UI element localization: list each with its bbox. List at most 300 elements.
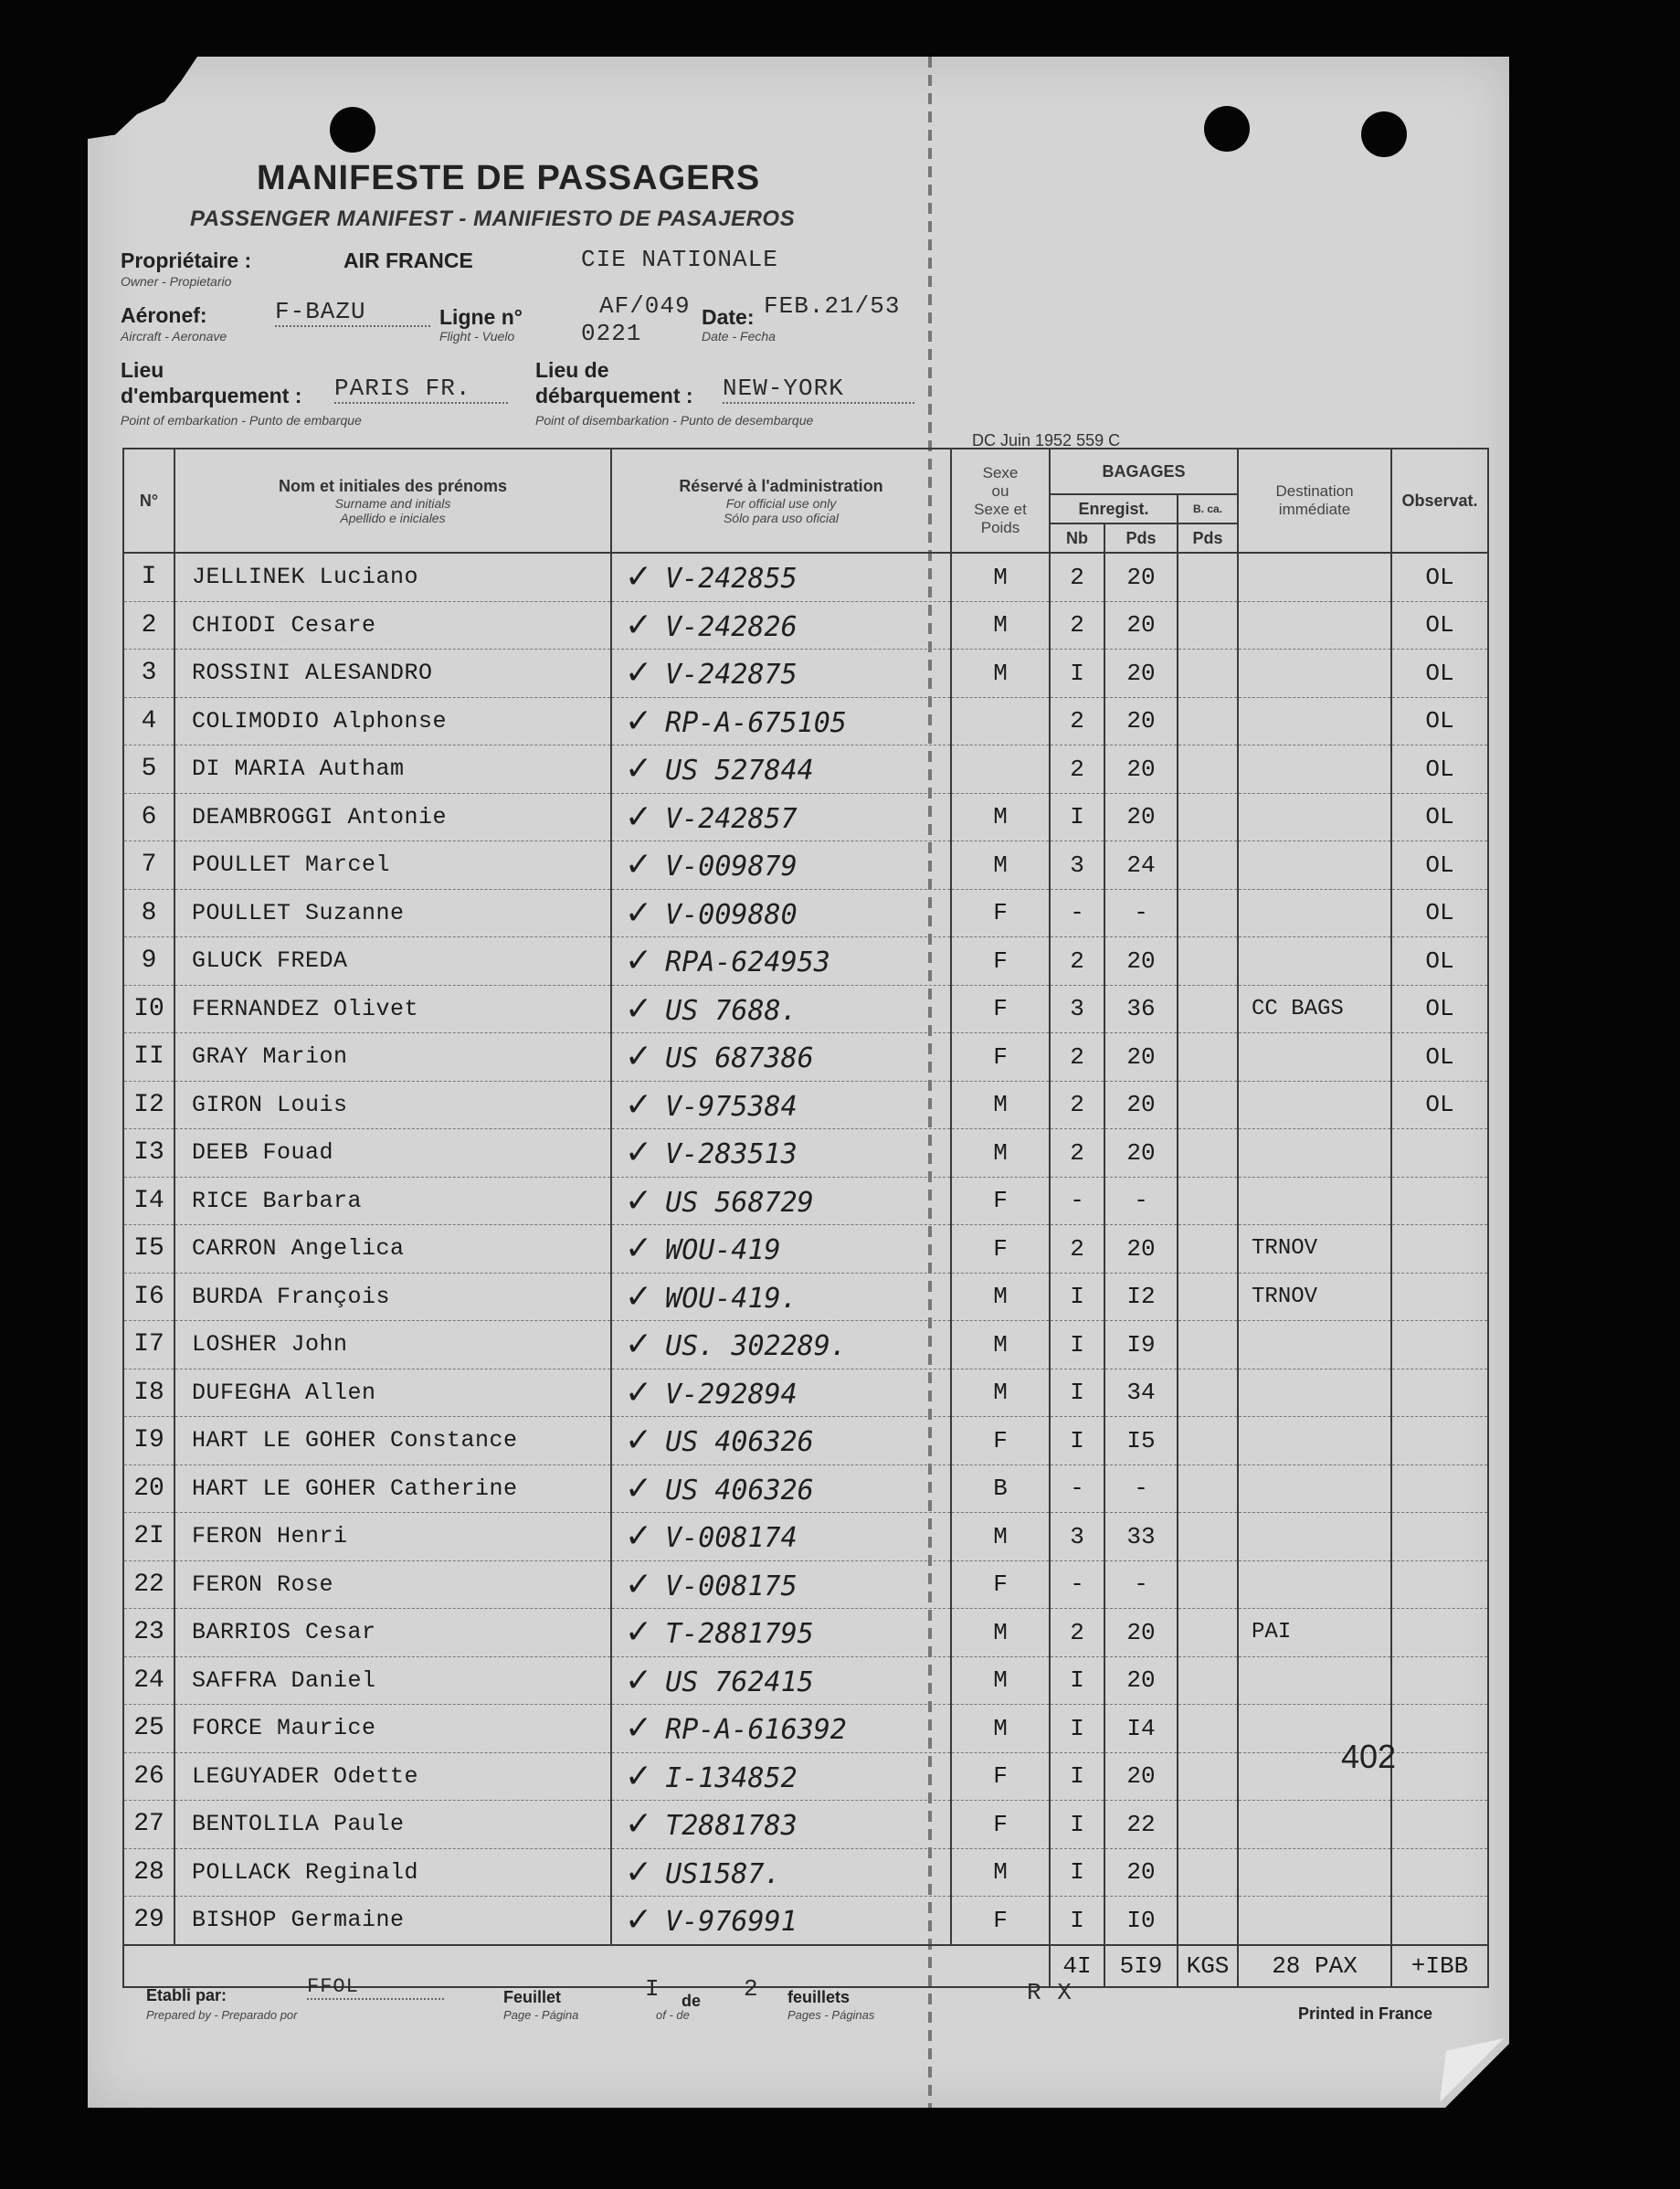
sex: M (951, 1369, 1050, 1417)
baggage-count: 3 (1050, 985, 1104, 1033)
official-ref (611, 553, 951, 601)
sex: M (951, 1513, 1050, 1561)
printed-in-france: Printed in France (1298, 2004, 1433, 2023)
destination (1238, 650, 1391, 698)
line-label: Ligne n° (439, 305, 523, 329)
hand-baggage-weight (1178, 1897, 1238, 1945)
hand-baggage-weight (1178, 1177, 1238, 1225)
destination: TRNOV (1238, 1273, 1391, 1321)
passenger-name: FERON Henri (174, 1513, 611, 1561)
destination (1238, 553, 1391, 601)
date-value: FEB.21/53 (764, 292, 901, 320)
row-number: 6 (123, 793, 174, 841)
row-number: 27 (123, 1801, 174, 1849)
official-ref-text: V-283513 (665, 1138, 798, 1171)
total-unit: KGS (1178, 1945, 1238, 1987)
header-name-sub2: Apellido e iniciales (340, 510, 446, 525)
hand-baggage-weight (1178, 1656, 1238, 1705)
observation (1391, 1273, 1488, 1321)
observation (1391, 1609, 1488, 1657)
sex (951, 697, 1050, 746)
observation (1391, 1177, 1488, 1225)
sex: B (951, 1465, 1050, 1513)
official-ref (611, 1705, 951, 1753)
checkmark-icon: ✓ (625, 1469, 653, 1507)
baggage-weight: I4 (1104, 1705, 1178, 1753)
hand-baggage-weight (1178, 937, 1238, 986)
row-number: I5 (123, 1225, 174, 1274)
sex: M (951, 650, 1050, 698)
official-ref-text: V-009880 (665, 898, 798, 931)
hand-baggage-weight (1178, 553, 1238, 601)
table-row (123, 937, 1488, 986)
table-row (123, 1321, 1488, 1369)
destination (1238, 1081, 1391, 1129)
checkmark-icon: ✓ (625, 1181, 653, 1220)
destination (1238, 1321, 1391, 1369)
torn-corner (88, 57, 197, 139)
checkmark-icon: ✓ (625, 654, 653, 693)
official-ref-text: US 406326 (665, 1426, 814, 1459)
observation (1391, 1705, 1488, 1753)
hand-baggage-weight (1178, 1321, 1238, 1369)
table-row (123, 1081, 1488, 1129)
disembarkation-label-1: Lieu de (535, 358, 609, 382)
hand-baggage-weight (1178, 1560, 1238, 1609)
header-hand: B. ca. (1178, 494, 1238, 523)
checkmark-icon: ✓ (625, 558, 653, 597)
official-ref-text: WOU-419. (665, 1282, 798, 1315)
passenger-name: DI MARIA Autham (174, 746, 611, 794)
official-ref-text: V-975384 (665, 1090, 798, 1123)
baggage-count: - (1050, 1465, 1104, 1513)
passenger-name: BURDA François (174, 1273, 611, 1321)
hand-baggage-weight (1178, 1705, 1238, 1753)
passenger-name: DEEB Fouad (174, 1129, 611, 1178)
official-ref-text: RP-A-616392 (665, 1714, 847, 1747)
header-dest-1: Destination (1275, 482, 1354, 500)
official-ref-text: US 406326 (665, 1474, 814, 1507)
baggage-count: 2 (1050, 1033, 1104, 1082)
official-ref-text: T2881783 (665, 1810, 798, 1843)
page-title: MANIFESTE DE PASSAGERS (257, 159, 761, 197)
passenger-name: GRAY Marion (174, 1033, 611, 1082)
observation: OL (1391, 793, 1488, 841)
total-pds: 5I9 (1104, 1945, 1178, 1987)
baggage-count: 3 (1050, 1513, 1104, 1561)
official-ref-text: V-009879 (665, 851, 798, 883)
baggage-count: I (1050, 1417, 1104, 1465)
sex: F (951, 1897, 1050, 1945)
header-enreg: Enregist. (1050, 494, 1178, 523)
table-row (123, 553, 1488, 601)
sex: M (951, 1656, 1050, 1705)
passenger-name: POLLACK Reginald (174, 1848, 611, 1897)
sheet-value: I (645, 1975, 660, 2003)
header-destination (1238, 449, 1391, 553)
aircraft-label: Aéronef: (121, 303, 207, 327)
sex (951, 746, 1050, 794)
header-pds: Pds (1104, 523, 1178, 553)
observation: OL (1391, 601, 1488, 650)
destination (1238, 1513, 1391, 1561)
observation: OL (1391, 889, 1488, 937)
hand-baggage-weight (1178, 985, 1238, 1033)
owner-value: AIR FRANCE (343, 249, 473, 272)
hand-baggage-weight (1178, 650, 1238, 698)
sex: M (951, 1848, 1050, 1897)
header-dest-2: immédiate (1278, 501, 1351, 518)
checkmark-icon: ✓ (625, 1517, 653, 1556)
baggage-weight: - (1104, 1465, 1178, 1513)
baggage-count: I (1050, 1273, 1104, 1321)
header-sex-4: Poids (980, 519, 1020, 536)
of-label: de (682, 1992, 702, 2010)
observation (1391, 1417, 1488, 1465)
destination (1238, 1801, 1391, 1849)
observation: OL (1391, 937, 1488, 986)
baggage-weight: 36 (1104, 985, 1178, 1033)
sex: F (951, 1177, 1050, 1225)
observation: OL (1391, 1033, 1488, 1082)
checkmark-icon: ✓ (625, 1757, 653, 1795)
sex: F (951, 889, 1050, 937)
official-ref (611, 889, 951, 937)
destination (1238, 1848, 1391, 1897)
row-number: I3 (123, 1129, 174, 1178)
observation (1391, 1848, 1488, 1897)
official-ref-text: WOU-419 (665, 1234, 781, 1267)
header-admin-sub2: Sólo para uso oficial (723, 510, 840, 525)
baggage-weight: 20 (1104, 601, 1178, 650)
hand-baggage-weight (1178, 1081, 1238, 1129)
table-row (123, 1897, 1488, 1945)
baggage-weight: I0 (1104, 1897, 1178, 1945)
baggage-weight: 20 (1104, 553, 1178, 601)
official-ref-text: RP-A-675105 (665, 706, 847, 739)
baggage-count: 2 (1050, 697, 1104, 746)
sex: M (951, 553, 1050, 601)
official-ref (611, 650, 951, 698)
official-ref-text: RPA-624953 (665, 946, 830, 979)
destination (1238, 1129, 1391, 1178)
baggage-count: 2 (1050, 1225, 1104, 1274)
owner-label: Propriétaire : (121, 249, 252, 272)
hand-baggage-weight (1178, 1513, 1238, 1561)
official-ref (611, 841, 951, 890)
observation (1391, 1752, 1488, 1801)
baggage-count: I (1050, 1752, 1104, 1801)
table-row (123, 1848, 1488, 1897)
row-number: 3 (123, 650, 174, 698)
sex: F (951, 937, 1050, 986)
baggage-count: I (1050, 1801, 1104, 1849)
destination (1238, 1897, 1391, 1945)
checkmark-icon: ✓ (625, 846, 653, 884)
row-number: I4 (123, 1177, 174, 1225)
official-ref-text: V-242826 (665, 610, 798, 643)
official-ref (611, 746, 951, 794)
official-ref-text: T-2881795 (665, 1618, 814, 1651)
sex: M (951, 1129, 1050, 1178)
baggage-weight: - (1104, 889, 1178, 937)
baggage-weight: I9 (1104, 1321, 1178, 1369)
baggage-weight: 22 (1104, 1801, 1178, 1849)
row-number: 8 (123, 889, 174, 937)
hand-baggage-weight (1178, 841, 1238, 890)
hand-baggage-weight (1178, 1273, 1238, 1321)
baggage-weight: I2 (1104, 1273, 1178, 1321)
official-ref (611, 1417, 951, 1465)
official-ref (611, 1848, 951, 1897)
hand-baggage-weight (1178, 1465, 1238, 1513)
sex: F (951, 1560, 1050, 1609)
table-row (123, 1033, 1488, 1082)
hand-baggage-weight (1178, 1848, 1238, 1897)
observation (1391, 1369, 1488, 1417)
table-row (123, 746, 1488, 794)
observation: OL (1391, 841, 1488, 890)
header-sex-3: Sexe et (974, 501, 1027, 518)
official-ref-text: US1587. (665, 1857, 781, 1890)
hand-baggage-weight (1178, 1609, 1238, 1657)
sheet-sublabel: Page - Página (503, 2008, 579, 2022)
passenger-name: BISHOP Germaine (174, 1897, 611, 1945)
passenger-name: GLUCK FREDA (174, 937, 611, 986)
header-admin-main: Réservé à l'administration (679, 476, 883, 495)
baggage-weight: 20 (1104, 793, 1178, 841)
baggage-weight: 24 (1104, 841, 1178, 890)
header-sex-1: Sexe (982, 464, 1019, 481)
row-number: I2 (123, 1081, 174, 1129)
official-ref (611, 1656, 951, 1705)
hand-baggage-weight (1178, 1417, 1238, 1465)
row-number: I0 (123, 985, 174, 1033)
official-ref-text: US. 302289. (665, 1330, 847, 1363)
passenger-name: RICE Barbara (174, 1177, 611, 1225)
official-ref (611, 1177, 951, 1225)
total-pax: 28 PAX (1238, 1945, 1391, 1987)
aircraft-value: F-BAZU (275, 298, 430, 327)
official-ref-text: US 687386 (665, 1042, 814, 1075)
header-hand-pds: Pds (1178, 523, 1238, 553)
baggage-count: 2 (1050, 1129, 1104, 1178)
observation: OL (1391, 697, 1488, 746)
official-ref-text: V-242857 (665, 802, 798, 835)
table-row (123, 1513, 1488, 1561)
baggage-weight: 33 (1104, 1513, 1178, 1561)
totals-spacer (123, 1945, 1050, 1987)
hand-baggage-weight (1178, 1225, 1238, 1274)
row-number: 9 (123, 937, 174, 986)
row-number: II (123, 1033, 174, 1082)
punch-hole (330, 107, 375, 153)
observation (1391, 1560, 1488, 1609)
baggage-count: 2 (1050, 746, 1104, 794)
hand-baggage-weight (1178, 1033, 1238, 1082)
row-number: 2 (123, 601, 174, 650)
sex: F (951, 1801, 1050, 1849)
destination (1238, 1465, 1391, 1513)
official-ref (611, 1465, 951, 1513)
destination (1238, 601, 1391, 650)
sex: F (951, 1033, 1050, 1082)
passenger-name: DEAMBROGGI Antonie (174, 793, 611, 841)
header-sex-2: ou (991, 482, 1009, 500)
row-number: 24 (123, 1656, 174, 1705)
destination (1238, 1369, 1391, 1417)
official-ref (611, 601, 951, 650)
hand-baggage-weight (1178, 793, 1238, 841)
of-value: 2 (744, 1975, 759, 2003)
sex: F (951, 985, 1050, 1033)
aircraft-sublabel: Aircraft - Aeronave (121, 329, 227, 344)
baggage-weight: 20 (1104, 937, 1178, 986)
hand-baggage-weight (1178, 1801, 1238, 1849)
official-ref-text: V-292894 (665, 1378, 798, 1411)
baggage-count: I (1050, 793, 1104, 841)
official-ref (611, 697, 951, 746)
disembarkation-value: NEW-YORK (723, 375, 914, 404)
passenger-name: COLIMODIO Alphonse (174, 697, 611, 746)
observation (1391, 1897, 1488, 1945)
official-ref-text: V-008174 (665, 1522, 798, 1555)
hand-baggage-weight (1178, 601, 1238, 650)
official-ref-text: US 527844 (665, 755, 814, 788)
header-name (174, 449, 611, 553)
passenger-name: POULLET Marcel (174, 841, 611, 890)
sex: M (951, 793, 1050, 841)
baggage-weight: - (1104, 1177, 1178, 1225)
baggage-count: I (1050, 1369, 1104, 1417)
embarkation-value: PARIS FR. (334, 375, 508, 404)
baggage-weight: 20 (1104, 1609, 1178, 1657)
table-row (123, 697, 1488, 746)
official-ref (611, 1560, 951, 1609)
sex: M (951, 1273, 1050, 1321)
passenger-name: CARRON Angelica (174, 1225, 611, 1274)
destination (1238, 1417, 1391, 1465)
checkmark-icon: ✓ (625, 1422, 653, 1460)
passenger-name: POULLET Suzanne (174, 889, 611, 937)
passenger-name: LEGUYADER Odette (174, 1752, 611, 1801)
checkmark-icon: ✓ (625, 1277, 653, 1316)
official-ref-text: V-008175 (665, 1570, 798, 1602)
sex: M (951, 601, 1050, 650)
page-subtitle: PASSENGER MANIFEST - MANIFIESTO DE PASAJEROS (190, 206, 796, 231)
table-row (123, 650, 1488, 698)
baggage-weight: 20 (1104, 1752, 1178, 1801)
baggage-weight: - (1104, 1560, 1178, 1609)
header-sex (951, 449, 1050, 553)
table-row (123, 889, 1488, 937)
row-number: 7 (123, 841, 174, 890)
checkmark-icon: ✓ (625, 1805, 653, 1844)
observation (1391, 1801, 1488, 1849)
observation (1391, 1129, 1488, 1178)
baggage-weight: 20 (1104, 746, 1178, 794)
sex: F (951, 1225, 1050, 1274)
header-observations: Observat. (1391, 449, 1488, 553)
observation: OL (1391, 985, 1488, 1033)
official-ref (611, 1273, 951, 1321)
official-ref-text: I-134852 (665, 1761, 798, 1794)
form-code: DC Juin 1952 559 C (972, 431, 1121, 449)
disembarkation-sublabel: Point of disembarkation - Punto de desembarque (535, 413, 814, 428)
official-ref (611, 793, 951, 841)
row-number: I9 (123, 1417, 174, 1465)
table-row (123, 1273, 1488, 1321)
header-name-main: Nom et initiales des prénoms (278, 476, 508, 495)
baggage-count: - (1050, 1177, 1104, 1225)
header-name-sub1: Surname and initials (334, 495, 451, 511)
pages-label: feuillets (787, 1988, 851, 2006)
official-ref (611, 1897, 951, 1945)
observation (1391, 1225, 1488, 1274)
passenger-name: JELLINEK Luciano (174, 553, 611, 601)
official-ref (611, 1752, 951, 1801)
observation: OL (1391, 650, 1488, 698)
table-row (123, 1129, 1488, 1178)
disembarkation-label-2: débarquement : (535, 384, 693, 407)
table-row (123, 601, 1488, 650)
official-ref-text: V-976991 (665, 1906, 798, 1939)
of-sublabel: of - de (656, 2008, 690, 2022)
observation: OL (1391, 1081, 1488, 1129)
row-number: I8 (123, 1369, 174, 1417)
table-row (123, 1417, 1488, 1465)
header-admin (611, 449, 951, 553)
row-number: 22 (123, 1560, 174, 1609)
destination (1238, 697, 1391, 746)
checkmark-icon: ✓ (625, 606, 653, 644)
destination (1238, 889, 1391, 937)
table-row (123, 1656, 1488, 1705)
baggage-count: I (1050, 1848, 1104, 1897)
destination (1238, 841, 1391, 890)
official-ref (611, 1513, 951, 1561)
sex: M (951, 1705, 1050, 1753)
official-ref (611, 1081, 951, 1129)
official-ref (611, 1369, 951, 1417)
baggage-count: I (1050, 1321, 1104, 1369)
checkmark-icon: ✓ (625, 1853, 653, 1891)
hand-baggage-weight (1178, 889, 1238, 937)
header-nb: Nb (1050, 523, 1104, 553)
official-ref (611, 1609, 951, 1657)
passenger-name: DUFEGHA Allen (174, 1369, 611, 1417)
baggage-count: - (1050, 1560, 1104, 1609)
destination: PAI (1238, 1609, 1391, 1657)
passenger-name: FERON Rose (174, 1560, 611, 1609)
hand-baggage-weight (1178, 697, 1238, 746)
passenger-name: SAFFRA Daniel (174, 1656, 611, 1705)
official-ref (611, 1129, 951, 1178)
passenger-name: LOSHER John (174, 1321, 611, 1369)
pages-sublabel: Pages - Páginas (787, 2008, 875, 2022)
destination (1238, 937, 1391, 986)
baggage-weight: 34 (1104, 1369, 1178, 1417)
checkmark-icon: ✓ (625, 1326, 653, 1364)
prepared-sublabel: Prepared by - Preparado por (146, 2008, 298, 2022)
row-number: 4 (123, 697, 174, 746)
passenger-name: FERNANDEZ Olivet (174, 985, 611, 1033)
passenger-name: HART LE GOHER Constance (174, 1417, 611, 1465)
hand-baggage-weight (1178, 1752, 1238, 1801)
table-row (123, 1705, 1488, 1753)
official-ref-text: US 7688. (665, 994, 798, 1027)
line-sublabel: Flight - Vuelo (439, 329, 515, 344)
